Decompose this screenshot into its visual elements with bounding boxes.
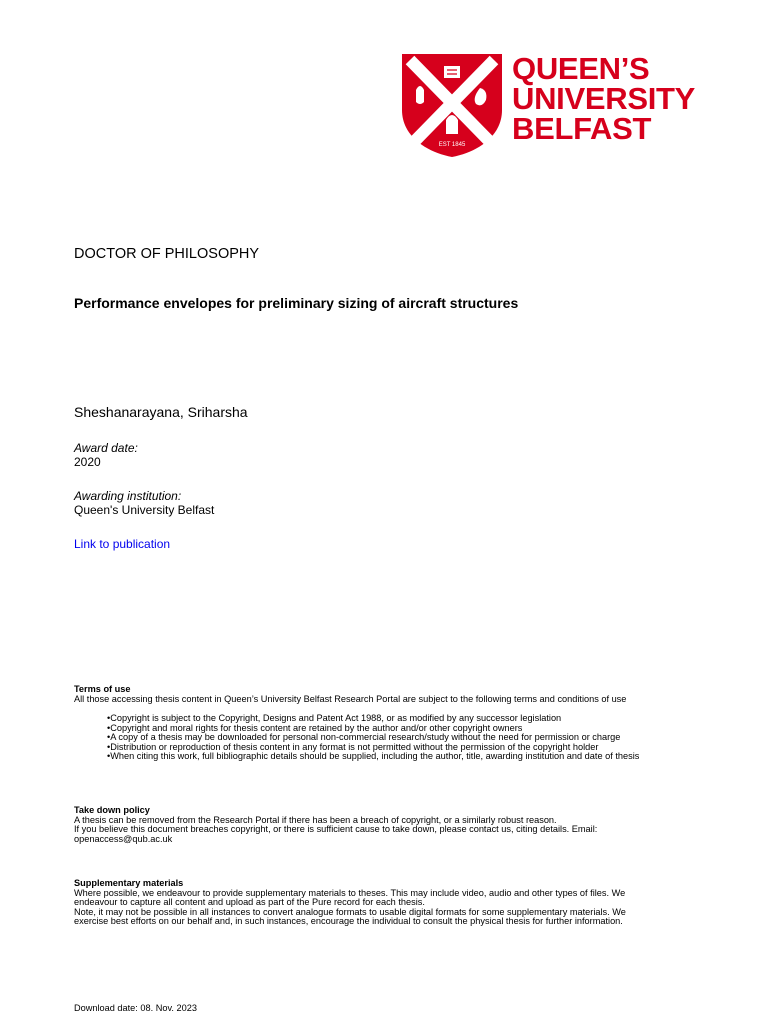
supplementary-line: Where possible, we endeavour to provide supplementary materials to theses. This may include video, audio and other types of files. We (74, 887, 626, 898)
terms-heading: Terms of use (74, 684, 131, 694)
takedown-section (74, 806, 597, 844)
logo-wordmark (512, 51, 696, 146)
institution-value: Queen's University Belfast (74, 503, 215, 517)
award-date-label: Award date: (74, 441, 138, 455)
supplementary-heading: Supplementary materials (74, 878, 184, 888)
university-crest-icon (400, 52, 504, 158)
thesis-title: Performance envelopes for preliminary sizing of aircraft structures (74, 295, 519, 311)
institution-block (74, 489, 214, 517)
est-text: EST 1845 (438, 142, 466, 148)
award-date-value: 2020 (74, 455, 101, 469)
terms-item: • When citing this work, full bibliographic details should be supplied, including the author, title, awarding institution and date of thesis (107, 752, 639, 762)
takedown-line: If you believe this document breaches copyright, or there is sufficient cause to take down, please contact us, citing details. Email: (74, 824, 598, 835)
degree-title: DOCTOR OF PHILOSOPHY (74, 246, 260, 262)
author-name: Sheshanarayana, Sriharsha (74, 404, 248, 420)
supplementary-line: Note, it may not be possible in all instances to convert analogue formats to usable digital formats for some supplementary materials. We (74, 906, 626, 917)
supplementary-line: endeavour to capture all content and upload as part of the Pure record for each thesis. (74, 897, 425, 908)
university-logo (400, 52, 720, 162)
terms-item: • Distribution or reproduction of thesis content in any format is not permitted without the permission of the copyright holder (107, 743, 639, 753)
terms-item: • Copyright and moral rights for thesis content are retained by the author and/or other copyright owners (107, 724, 639, 734)
terms-item: • A copy of a thesis may be downloaded for personal non-commercial research/study without the need for permission or charge (107, 733, 639, 743)
supplementary-section (74, 879, 626, 927)
terms-intro: All those accessing thesis content in Queen’s University Belfast Research Portal are subject to the following terms and conditions of use (74, 693, 627, 704)
supplementary-line: exercise best efforts on our behalf and, in such instances, encourage the individual to consult the physical thesis for further information. (74, 916, 623, 927)
download-date: Download date: 08. Nov. 2023 (74, 1003, 197, 1013)
takedown-line: A thesis can be removed from the Research Portal if there has been a breach of copyright, or a similarly robust reason. (74, 814, 557, 825)
logo-line-1: QUEEN’S (512, 51, 650, 86)
logo-line-2: UNIVERSITY (512, 81, 696, 116)
publication-link[interactable]: Link to publication (74, 537, 171, 551)
award-date-block (74, 441, 138, 469)
logo-line-3: BELFAST (512, 111, 652, 146)
institution-label: Awarding institution: (74, 489, 182, 503)
contact-email: openaccess@qub.ac.uk (74, 833, 173, 844)
terms-section (74, 685, 626, 704)
takedown-heading: Take down policy (74, 805, 150, 815)
terms-list (107, 714, 639, 762)
terms-item: • Copyright is subject to the Copyright, Designs and Patent Act 1988, or as modified by any successor legislation (107, 714, 639, 724)
